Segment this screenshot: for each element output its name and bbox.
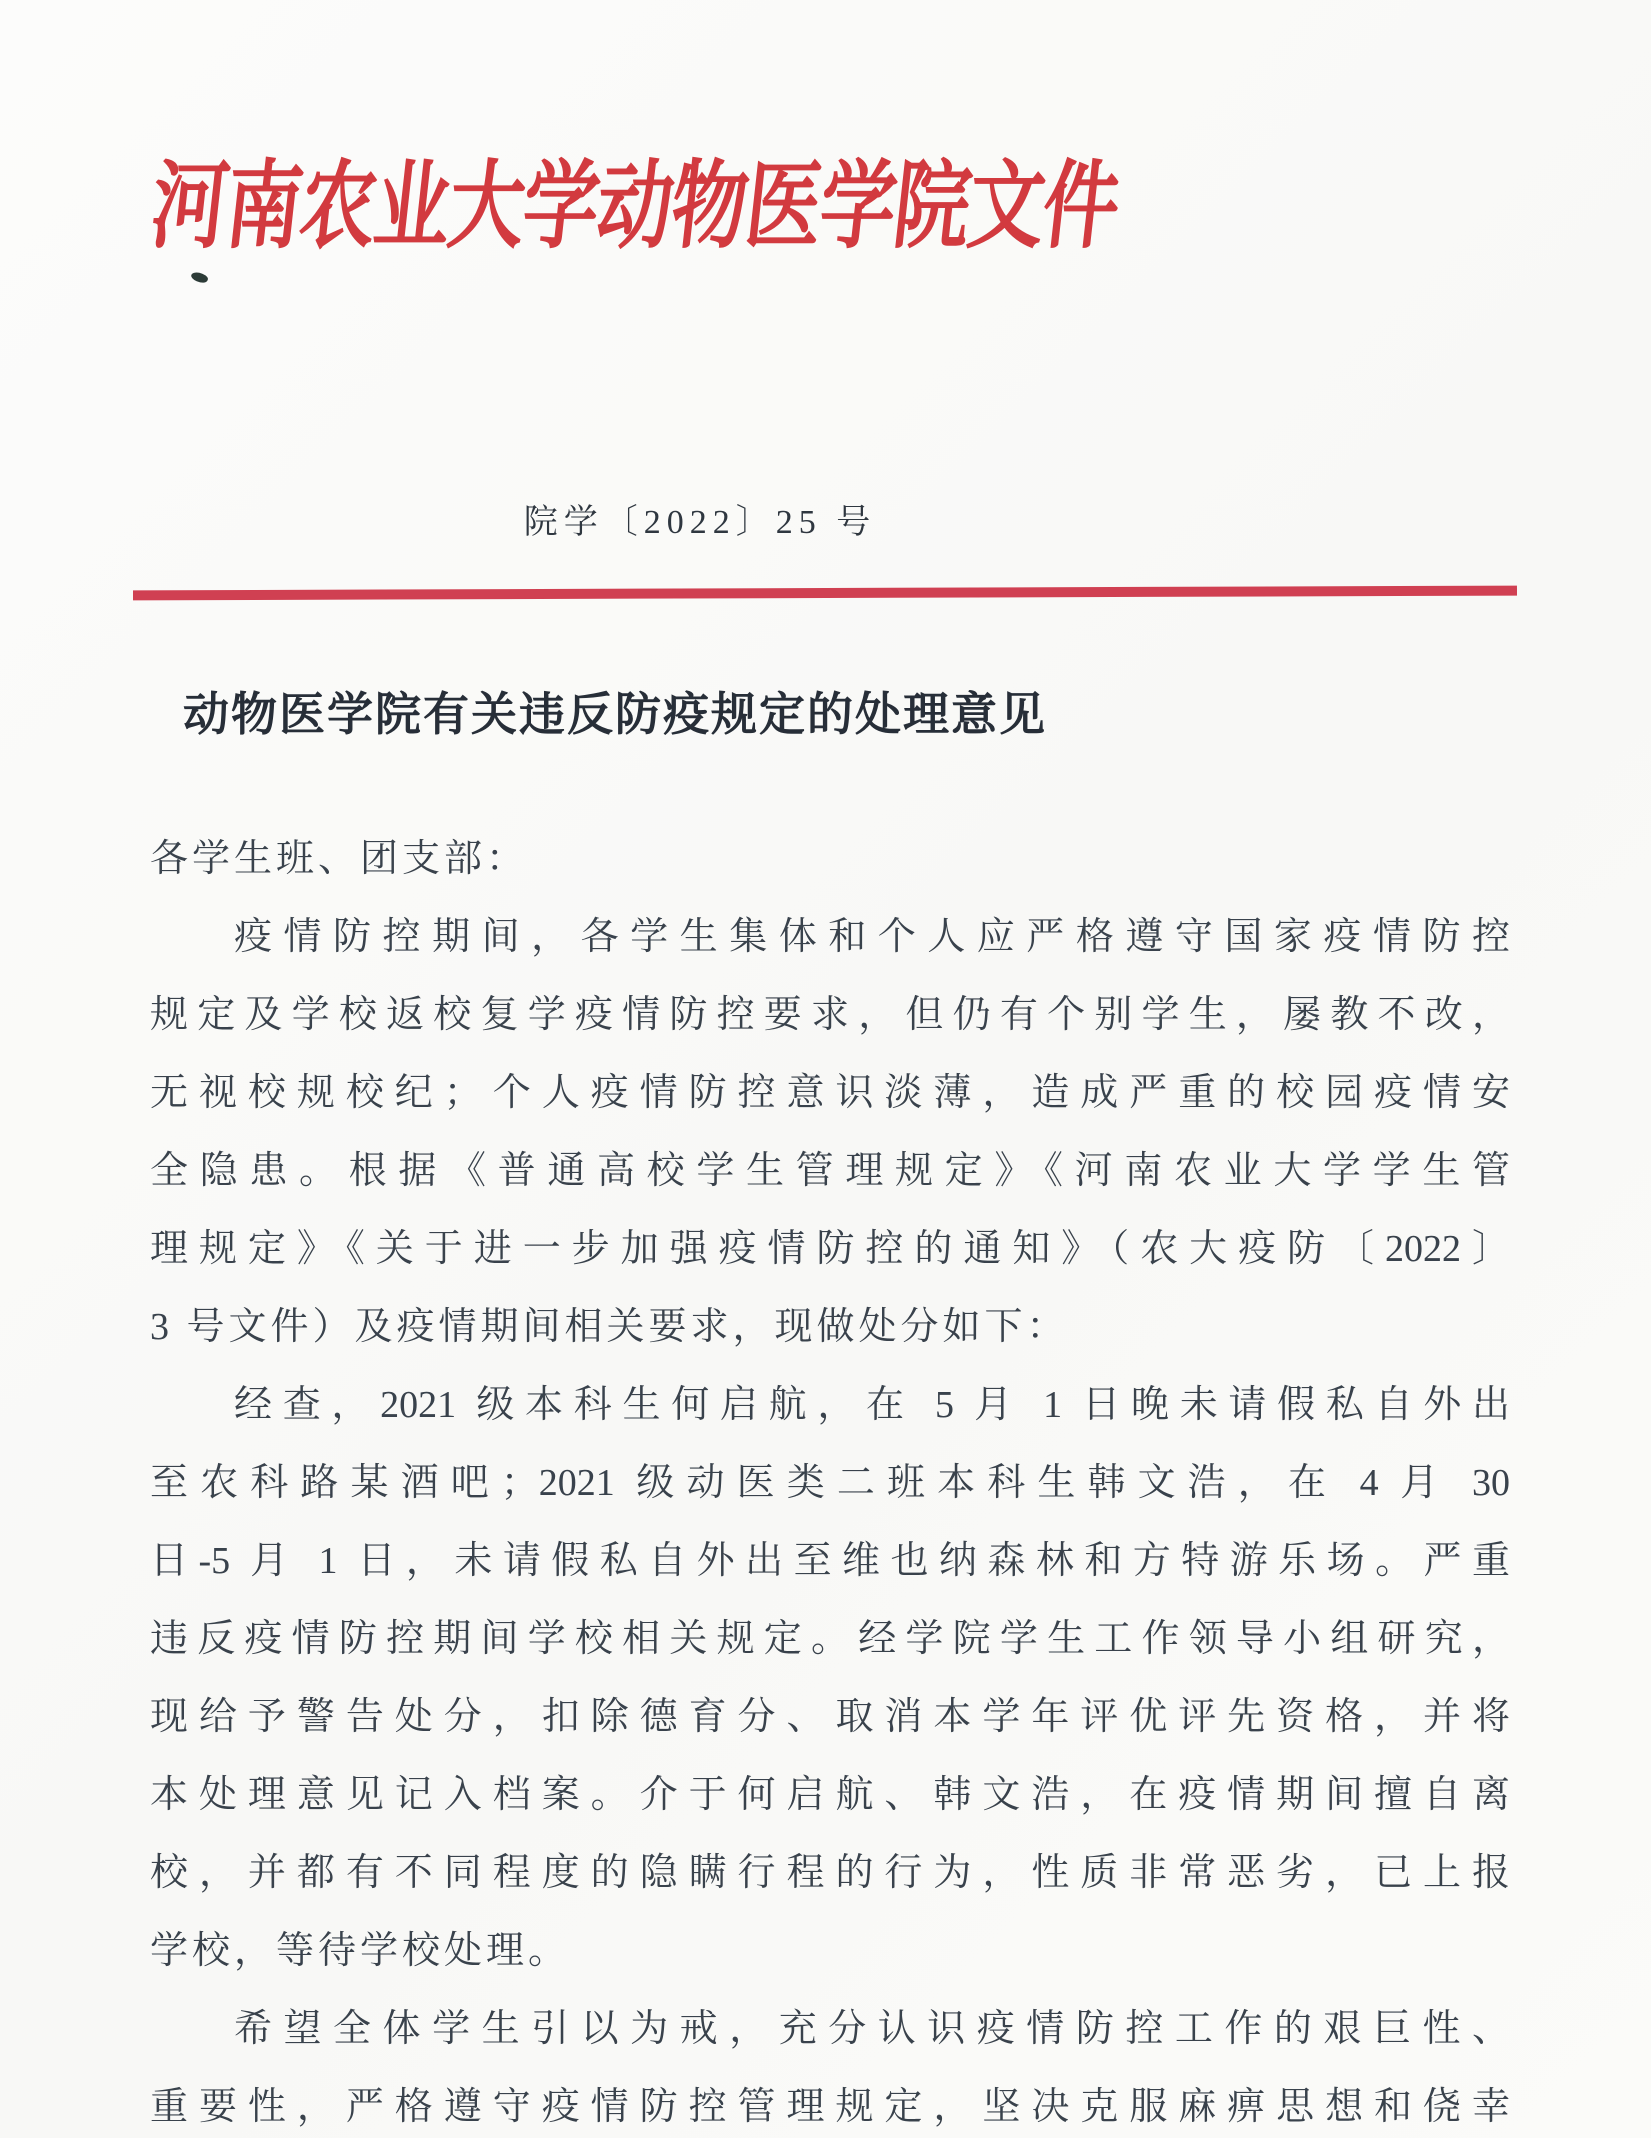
document-body [150,820,1510,2138]
body-line: 本处理意见记入档案。介于何启航、韩文浩，在疫情期间擅自离 [150,1774,1510,1816]
body-line: 学校，等待学校处理。 [150,1930,571,1972]
body-line: 希望全体学生引以为戒，充分认识疫情防控工作的艰巨性、 [234,2008,1510,2050]
body-line: 疫情防控期间，各学生集体和个人应严格遵守国家疫情防控 [234,916,1510,958]
body-line: 经查，2021 级本科生何启航，在 5 月 1 日晚未请假私自外出 [234,1384,1510,1426]
document-title: 动物医学院有关违反防疫规定的处理意见 [183,689,1047,740]
red-divider-line [133,586,1517,601]
body-line: 全隐患。根据《普通高校学生管理规定》《河南农业大学学生管 [150,1150,1510,1192]
letterhead-org-title: 河南农业大学动物医学院文件 [146,153,1124,260]
salutation: 各学生班、团支部： [150,838,529,880]
document-number: 院学〔2022〕25 号 [523,504,877,541]
body-line: 规定及学校返校复学疫情防控要求，但仍有个别学生，屡教不改， [150,994,1510,1036]
body-line: 违反疫情防控期间学校相关规定。经学院学生工作领导小组研究， [150,1618,1510,1660]
body-line: 校，并都有不同程度的隐瞒行程的行为，性质非常恶劣，已上报 [150,1852,1510,1894]
body-line: 至农科路某酒吧；2021 级动医类二班本科生韩文浩，在 4 月 30 [150,1462,1510,1504]
body-line: 重要性，严格遵守疫情防控管理规定，坚决克服麻痹思想和侥幸 [150,2086,1510,2128]
body-line: 3 号文件）及疫情期间相关要求，现做处分如下： [150,1306,1069,1348]
body-line: 日-5 月 1 日，未请假私自外出至维也纳森林和方特游乐场。严重 [150,1540,1510,1582]
ink-speck-mark [190,270,209,285]
body-line: 无视校规校纪；个人疫情防控意识淡薄，造成严重的校园疫情安 [150,1072,1510,1114]
body-line: 现给予警告处分，扣除德育分、取消本学年评优评先资格，并将 [150,1696,1510,1738]
body-line: 理规定》《关于进一步加强疫情防控的通知》（农大疫防〔2022〕 [150,1228,1510,1270]
